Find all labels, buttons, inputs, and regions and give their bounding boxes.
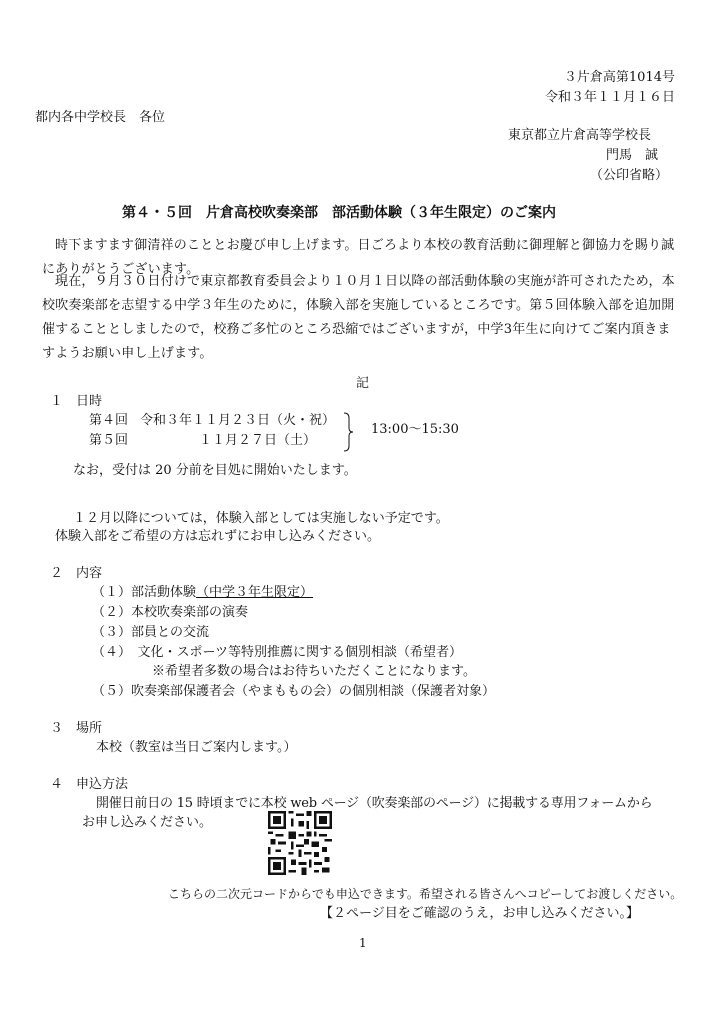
page-title: 第４・５回 片倉高校吹奏楽部 部活動体験（３年生限定）のご案内: [122, 205, 556, 221]
content-item-4-note: ※希望者多数の場合はお待ちいただくことになります。: [152, 664, 476, 679]
intro-paragraph-1: 時下ますます御清祥のこととお慶び申し上げます。日ごろより本校の教育活動に御理解と御協力を賜り誠にありがとうございます。: [42, 238, 675, 277]
schedule-row2-label: 第５回: [89, 433, 129, 448]
sender-name: 門馬 誠: [606, 148, 659, 163]
document-number: ３片倉高第1014号: [563, 70, 675, 85]
recipient: 都内各中学校長 各位: [35, 110, 166, 125]
schedule-row1-date: 令和３年１１月２３日（火・祝）: [140, 413, 336, 428]
qr-caption: こちらの二次元コードからでも申込できます。希望される皆さんへコピーしてお渡しください。: [168, 887, 683, 901]
section2-heading: ２ 内容: [50, 566, 103, 581]
content-item-1-limit: （中学３年生限定）: [196, 585, 314, 600]
content-item-4: （４） 文化・スポーツ等特別推薦に関する個別相談（希望者）: [92, 645, 462, 660]
content-item-1-number: （１）: [92, 585, 132, 600]
document-date: 令和３年１１月１６日: [544, 90, 675, 105]
schedule-time: 13:00～15:30: [371, 422, 459, 437]
content-item-5: （５）吹奏楽部保護者会（やまももの会）の個別相談（保護者対象）: [92, 684, 496, 699]
qr-code-icon[interactable]: [268, 811, 332, 875]
schedule-row2-date: １１月２７日（土）: [199, 433, 317, 448]
intro-paragraph-2: 現在，９月３０日付けで東京都教育委員会より１０月１日以降の部活動体験の実施が許可されたため，本校吹奏楽部を志望する中学３年生のために，体験入部を実施しているところです。第５回体験入部を追加開催することとしましたので，校務ご多忙のところ恐縮ではございますが，中学3年生に向けてご案内頂きますようお願い申し上げます。: [42, 274, 675, 361]
apply-reminder: 体験入部をご希望の方は忘れずにお申し込みください。: [55, 529, 381, 544]
page-number: 1: [359, 936, 367, 950]
ki-label: 記: [356, 376, 370, 391]
reception-note: なお，受付は 20 分前を目処に開始いたします。: [73, 463, 357, 478]
content-item-1-text: 部活動体験: [131, 585, 197, 600]
content-item-1: [92, 585, 313, 601]
section3-heading: ３ 場所: [50, 721, 103, 736]
section4-heading: ４ 申込方法: [50, 777, 129, 792]
sender-school: 東京都立片倉高等学校長: [508, 128, 652, 143]
application-method-line2: お申し込みください。: [82, 815, 213, 830]
brace-icon: [343, 412, 353, 452]
schedule-row1-label: 第４回: [89, 413, 129, 428]
page2-note: 【２ページ目をご確認のうえ，お申し込みください。】: [320, 906, 640, 921]
application-method-line1: 開催日前日の 15 時頃までに本校 web ページ（吹奏楽部のページ）に掲載する専用フォームから: [96, 796, 653, 811]
section1-heading: １ 日時: [50, 394, 103, 409]
content-item-3: （３）部員との交流: [92, 625, 210, 640]
seal-note: （公印省略）: [590, 168, 669, 183]
content-item-2: （２）本校吹奏楽部の演奏: [92, 605, 249, 620]
december-note: １２月以降については，体験入部としては実施しない予定です。: [73, 511, 449, 526]
venue-text: 本校（教室は当日ご案内します。）: [96, 740, 297, 755]
